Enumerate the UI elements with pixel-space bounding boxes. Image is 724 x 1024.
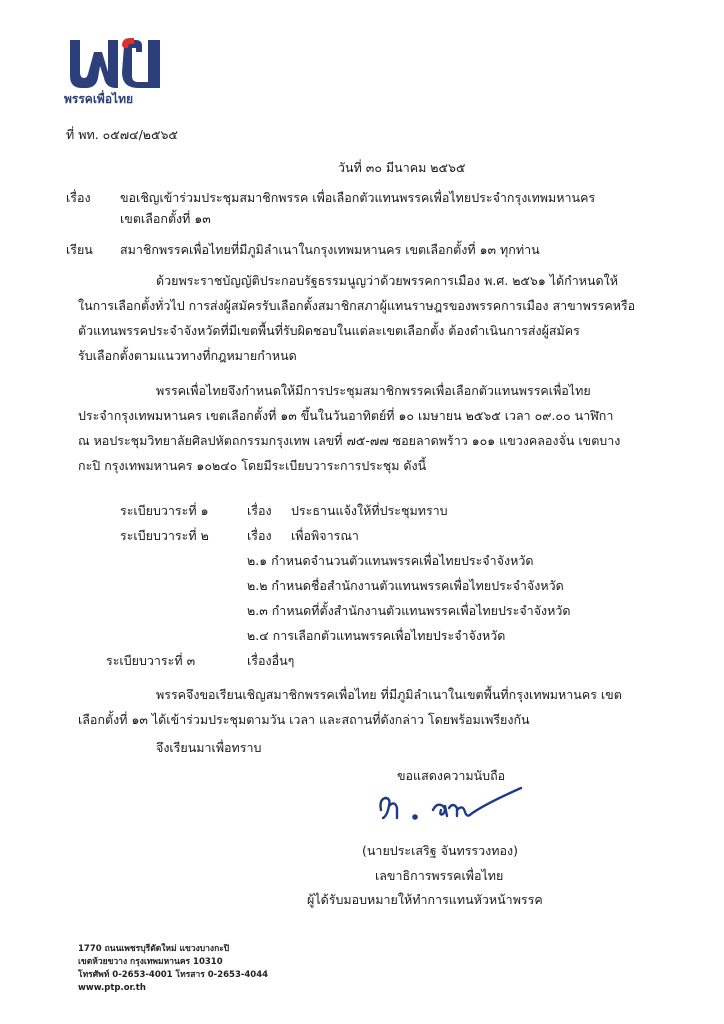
paragraph-line: ในการเลือกตั้งทั่วไป การส่งผู้สมัครรับเลือกตั้งสมาชิกสภาผู้แทนราษฎรของพรรคการเมือง สาขาพรรคหรือ bbox=[78, 298, 636, 313]
signer-role: ผู้ได้รับมอบหมายให้ทำการแทนหัวหน้าพรรค bbox=[307, 892, 543, 907]
agenda-item-1-label: ระเบียบวาระที่ ๑ bbox=[120, 503, 209, 518]
footer-address bbox=[78, 943, 268, 995]
paragraph-line: ด้วยพระราชบัญญัติประกอบรัฐธรรมนูญว่าด้วยพรรคการเมือง พ.ศ. ๒๕๖๑ ได้กำหนดให้ bbox=[156, 273, 618, 288]
subject-line-1: ขอเชิญเข้าร่วมประชุมสมาชิกพรรค เพื่อเลือกตัวแทนพรรคเพื่อไทยประจำกรุงเทพมหานคร bbox=[120, 190, 596, 205]
footer-line: เขตห้วยขวาง กรุงเทพมหานคร 10310 bbox=[78, 957, 223, 967]
reference-number: ที่ พท. ๐๕๗๔/๒๕๖๕ bbox=[66, 127, 178, 142]
addressee-label: เรียน bbox=[66, 242, 93, 257]
paragraph-line: เลือกตั้งที่ ๑๓ ได้เข้าร่วมประชุมตามวัน เวลา และสถานที่ดังกล่าว โดยพร้อมเพรียงกัน bbox=[78, 712, 530, 727]
paragraph-2 bbox=[78, 378, 620, 478]
paragraph-line: รับเลือกตั้งตามแนวทางที่กฎหมายกำหนด bbox=[78, 348, 297, 363]
agenda-item-2-topic: เพื่อพิจารณา bbox=[291, 528, 359, 543]
subject-line-2: เขตเลือกตั้งที่ ๑๓ bbox=[120, 211, 211, 226]
paragraph-1 bbox=[78, 268, 635, 368]
handwritten-signature bbox=[375, 780, 525, 824]
paragraph-line: ตัวแทนพรรคประจำจังหวัดที่มีเขตพื้นที่รับผิดชอบในแต่ละเขตเลือกตั้ง ต้องดำเนินการส่งผู้สมัคร bbox=[78, 323, 580, 338]
footer-line: โทรศัพท์ 0-2653-4001 โทรสาร 0-2653-4044 bbox=[78, 970, 269, 980]
agenda-subitem: ๒.๒ กำหนดชื่อสำนักงานตัวแทนพรรคเพื่อไทยประจำจังหวัด bbox=[247, 578, 564, 593]
agenda-item-2-label: ระเบียบวาระที่ ๒ bbox=[120, 528, 209, 543]
paragraph-line: พรรคเพื่อไทยจึงกำหนดให้มีการประชุมสมาชิกพรรคเพื่อเลือกตัวแทนพรรคเพื่อไทย bbox=[156, 383, 591, 398]
agenda-item-3-topic: เรื่องอื่นๆ bbox=[247, 653, 295, 668]
footer-website: www.ptp.or.th bbox=[78, 983, 146, 993]
signer-name: (นายประเสริฐ จันทรรวงทอง) bbox=[362, 843, 518, 858]
agenda-item-3-label: ระเบียบวาระที่ ๓ bbox=[106, 653, 196, 668]
agenda-subitem: ๒.๓ กำหนดที่ตั้งสำนักงานตัวแทนพรรคเพื่อไทยประจำจังหวัด bbox=[247, 603, 571, 618]
letter-date: วันที่ ๓๐ มีนาคม ๒๕๖๕ bbox=[338, 160, 466, 175]
agenda-subitem: ๒.๔ การเลือกตัวแทนพรรคเพื่อไทยประจำจังหวัด bbox=[247, 628, 506, 643]
paragraph-3 bbox=[78, 682, 622, 732]
addressee-text: สมาชิกพรรคเพื่อไทยที่มีภูมิลำเนาในกรุงเทพมหานคร เขตเลือกตั้งที่ ๑๓ ทุกท่าน bbox=[120, 242, 540, 257]
agenda-item-2-topic-label: เรื่อง bbox=[247, 528, 272, 543]
salutation: ขอแสดงความนับถือ bbox=[397, 768, 506, 783]
signer-title: เลขาธิการพรรคเพื่อไทย bbox=[375, 868, 504, 883]
agenda-subitem: ๒.๑ กำหนดจำนวนตัวแทนพรรคเพื่อไทยประจำจังหวัด bbox=[247, 553, 534, 568]
agenda-item-1-topic-label: เรื่อง bbox=[247, 503, 272, 518]
paragraph-line: กะปิ กรุงเทพมหานคร ๑๐๒๔๐ โดยมีระเบียบวาระการประชุม ดังนี้ bbox=[78, 458, 427, 473]
paragraph-line: ณ หอประชุมวิทยาลัยศิลปหัตถกรรมกรุงเทพ เลขที่ ๗๕-๗๗ ซอยลาดพร้าว ๑๐๑ แขวงคลองจั่น เขตบาง bbox=[78, 433, 621, 448]
closing-line: จึงเรียนมาเพื่อทราบ bbox=[156, 740, 262, 755]
subject-label: เรื่อง bbox=[66, 190, 91, 205]
party-name-logo: พรรคเพื่อไทย bbox=[64, 92, 134, 106]
agenda-item-1-topic: ประธานแจ้งให้ที่ประชุมทราบ bbox=[291, 503, 448, 518]
party-logo-icon bbox=[64, 36, 168, 92]
paragraph-line: พรรคจึงขอเรียนเชิญสมาชิกพรรคเพื่อไทย ที่มีภูมิลำเนาในเขตพื้นที่กรุงเทพมหานคร เขต bbox=[156, 687, 622, 702]
footer-line: 1770 ถนนเพชรบุรีตัดใหม่ แขวงบางกะปิ bbox=[78, 944, 230, 954]
paragraph-line: ประจำกรุงเทพมหานคร เขตเลือกตั้งที่ ๑๓ ขึ้นในวันอาทิตย์ที่ ๑๐ เมษายน ๒๕๖๕ เวลา ๐๙.๐๐ นาฬิกา bbox=[78, 408, 614, 423]
